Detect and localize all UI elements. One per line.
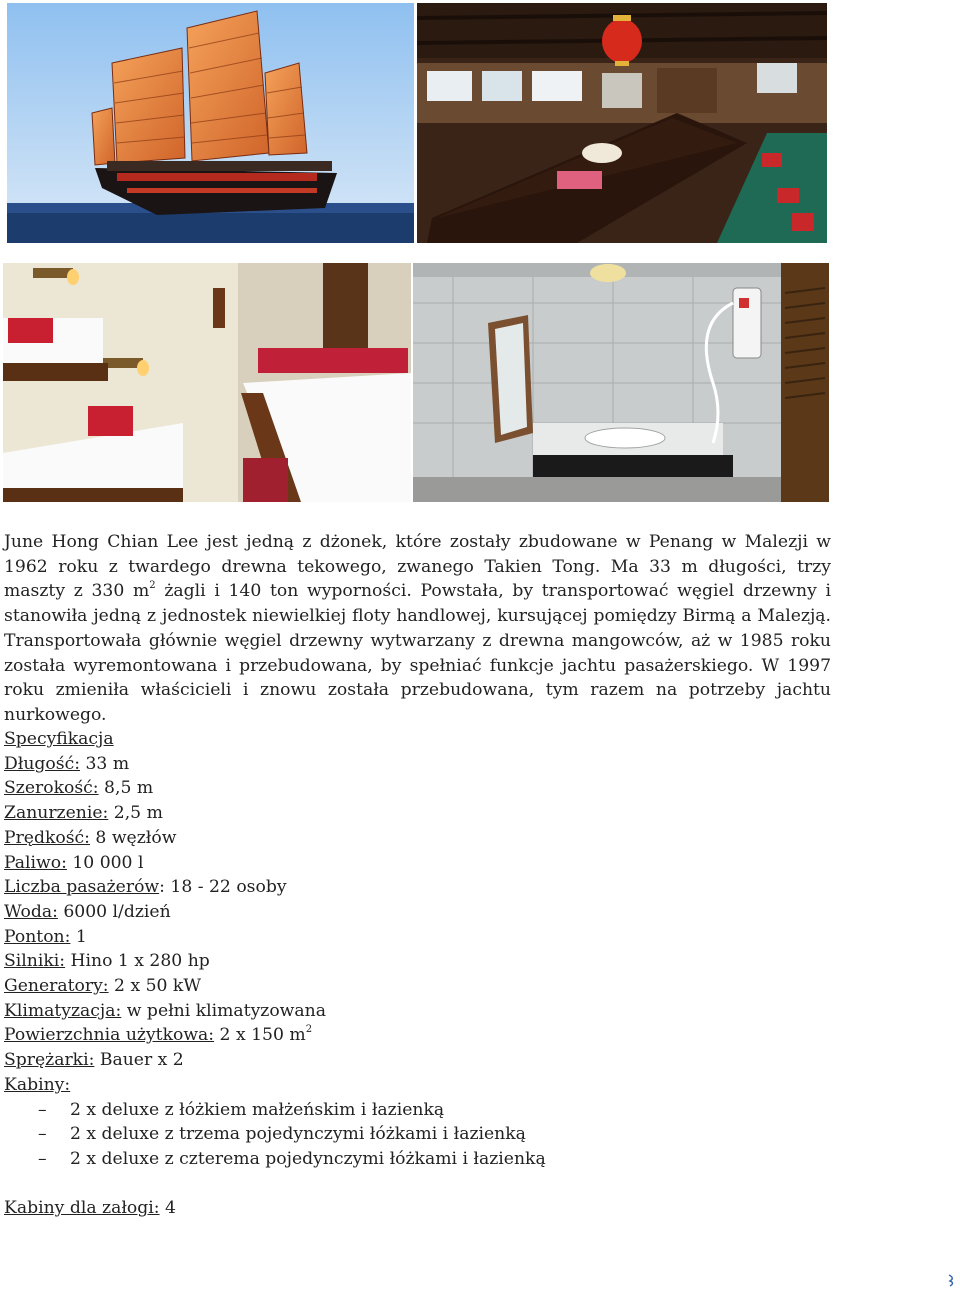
- cabins-list: [4, 1098, 824, 1172]
- cabins-heading: Kabiny:: [4, 1074, 71, 1095]
- spec-value: 2,5 m: [108, 803, 163, 824]
- spec-label: Kabiny dla załogi:: [4, 1198, 160, 1219]
- photo-bathroom: [413, 263, 829, 502]
- spec-value: 1: [70, 926, 87, 947]
- spec-row: [4, 752, 824, 777]
- spec-value: w pełni klimatyzowana: [121, 1000, 326, 1021]
- spec-value: 4: [159, 1198, 176, 1219]
- spec-row: [4, 949, 824, 974]
- spec-row: [4, 1023, 824, 1048]
- spec-row: [4, 801, 824, 826]
- spec-label: Liczba pasażerów: [4, 877, 160, 898]
- spec-row: [4, 999, 824, 1024]
- crew-cabins-row: [4, 1196, 824, 1221]
- spec-title: Specyfikacja: [4, 729, 114, 749]
- spec-row: [4, 826, 824, 851]
- spec-label: Długość:: [4, 753, 81, 774]
- list-item: – 2 x deluxe z trzema pojedynczymi łóżkami i łazienką: [4, 1122, 824, 1147]
- dash-bullet: –: [38, 1099, 47, 1120]
- intro-text-1: June Hong Chian Lee jest jedną z dżonek, które zostały zbudowane w Penang w Malezji w 1962 roku z twardego drewna tekowego, zwanego Takien Tong. Ma 33 m długości, trzy maszty z 330 m: [4, 532, 831, 602]
- spec-row: [4, 1048, 824, 1073]
- spec-row: [4, 776, 824, 801]
- spec-label: Zanurzenie:: [4, 803, 109, 824]
- specification-section: [4, 727, 824, 1221]
- page-corner-icon: [946, 1272, 958, 1288]
- list-item: – 2 x deluxe z czterema pojedynczymi łóżkami i łazienką: [4, 1147, 824, 1172]
- spec-value: Bauer x 2: [94, 1050, 184, 1071]
- intro-text-2: żagli i 140 ton wyporności. Powstała, by transportować węgiel drzewny i stanowiła jedną z jednostek niewielkiej floty handlowej, kursującej pomiędzy Birmą a Malezją. Transportowała głównie węgiel drzewny wytwarzany z drewna mangowców, aż w 1985 roku została wyremontowana i przebudowana, by spełniać funkcje jachtu pasażerskiego. W 1997 roku zmieniła właścicieli i znowu została przebudowana, tym razem na potrzeby jachtu nurkowego.: [4, 581, 831, 725]
- spec-label: Powierzchnia użytkowa:: [4, 1025, 215, 1046]
- dash-bullet: –: [38, 1124, 47, 1145]
- photo-junk-ship: [7, 3, 414, 243]
- spec-value: 8 węzłów: [89, 827, 177, 848]
- spec-label: Woda:: [4, 901, 58, 922]
- spec-row: [4, 974, 824, 999]
- spec-label: Silniki:: [4, 951, 66, 972]
- spec-value: : 18 - 22 osoby: [159, 877, 287, 898]
- photo-salon: [417, 3, 827, 243]
- sup-squared: 2: [305, 1023, 313, 1035]
- dash-bullet: –: [38, 1148, 47, 1169]
- spec-value: 6000 l/dzień: [57, 901, 171, 922]
- spec-row: [4, 925, 824, 950]
- spec-row: [4, 875, 824, 900]
- spec-label: Sprężarki:: [4, 1050, 95, 1071]
- spec-label: Paliwo:: [4, 852, 67, 873]
- spec-value: 2 x 50 kW: [108, 976, 202, 997]
- spec-label: Klimatyzacja:: [4, 1000, 122, 1021]
- spec-value: 8,5 m: [98, 778, 154, 799]
- spec-value: 10 000 l: [66, 852, 144, 873]
- list-item: – 2 x deluxe z łóżkiem małżeńskim i łazienką: [4, 1098, 824, 1123]
- sup-squared: 2: [149, 579, 156, 591]
- spec-value: 2 x 150 m: [214, 1025, 306, 1046]
- spec-value: 33 m: [80, 753, 130, 774]
- spec-row: [4, 900, 824, 925]
- spec-label: Szerokość:: [4, 778, 99, 799]
- photo-cabin: [3, 263, 411, 502]
- spec-label: Ponton:: [4, 926, 71, 947]
- spec-value: Hino 1 x 280 hp: [65, 951, 210, 972]
- spec-label: Prędkość:: [4, 827, 90, 848]
- intro-paragraph: [4, 530, 831, 728]
- spec-label: Generatory:: [4, 976, 109, 997]
- spec-row: [4, 851, 824, 876]
